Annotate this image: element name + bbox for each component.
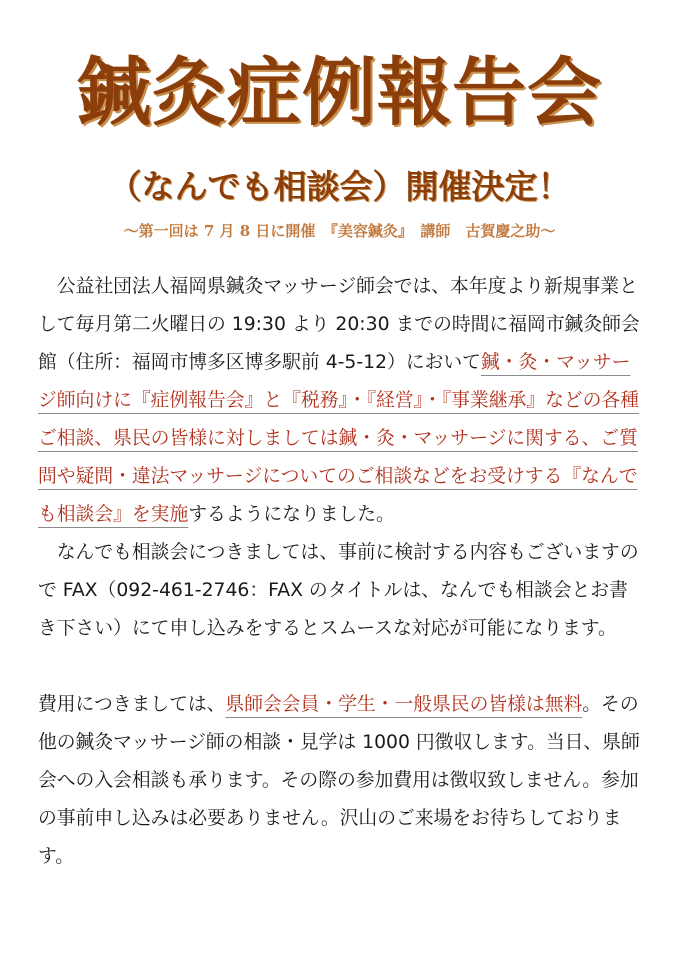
intro-text-end: するようになりました。: [188, 504, 395, 525]
consultation-paragraph: なんでも相談会につきましては、事前に検討する内容もございますので FAX（092-461-2746：FAX のタイトルは、なんでも相談会とお書き下さい）にて申し込みをするとスムースな対応が可能になります。: [38, 542, 639, 639]
intro-text: 公益社団法人福岡県鍼灸マッサージ師会では、本年度より新規事業として毎月第二火曜日の 19:30 より 20:30 までの時間に福岡市鍼灸師会館（住所：福岡市博多区博多駅前 4-5-12）において: [38, 276, 640, 373]
flyer-body: [38, 268, 644, 876]
flyer-subtitle: （なんでも相談会）開催決定！: [108, 167, 571, 206]
fee-highlight: 県師会会員・学生・一般県民の皆様は無料: [225, 694, 583, 715]
fee-text: 費用につきましては、: [38, 694, 226, 715]
fee-text-end: 。その他の鍼灸マッサージ師の相談・見学は 1000 円徴収します。当日、県師会への入会相談も承ります。その際の参加費用は徴収致しません。参加の事前申し込みは必要ありません。沢山のご来場をお待ちしております。: [38, 694, 640, 867]
first-session-info: ～第一回は 7 月 8 日に開催 『美容鍼灸』 講師 古賀慶之助～: [123, 222, 556, 240]
intro-highlight: 鍼・灸・マッサージ師向けに『症例報告会』と『税務』・『経営』・『事業継承』などの各種ご相談、県民の皆様に対しましては鍼・灸・マッサージに関する、ご質問や疑問・違法マッサージについてのご相談などをお受けする『なんでも相談会』を実施: [38, 352, 639, 525]
fee-paragraph: [38, 686, 644, 876]
flyer-title: 鍼灸症例報告会: [77, 50, 602, 136]
intro-paragraph: [38, 268, 644, 534]
paragraph-spacer: [38, 648, 644, 686]
